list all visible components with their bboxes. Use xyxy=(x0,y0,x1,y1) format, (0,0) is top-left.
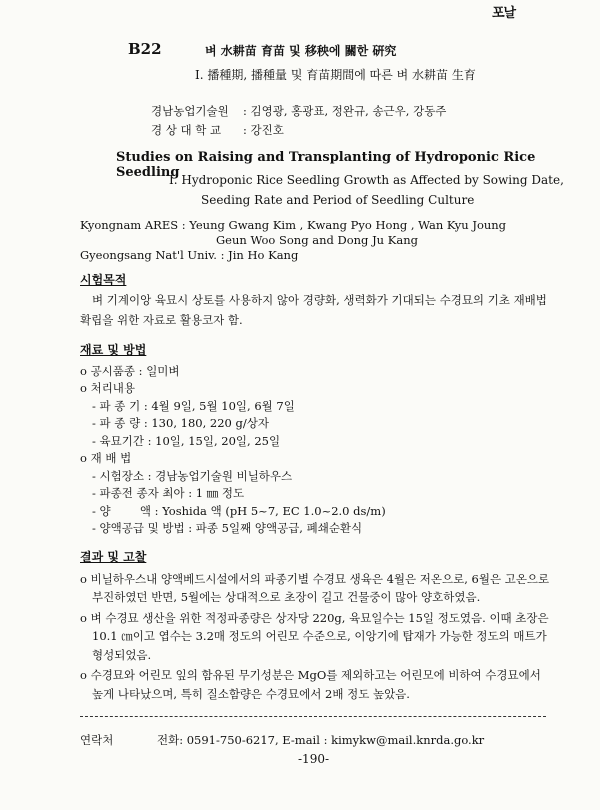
authors-english-line3: Gyeongsang Nat'l Univ. : Jin Ho Kang xyxy=(80,248,299,262)
contact-label: 연락처 xyxy=(80,733,114,747)
results-item: o 벼 수경묘 생산을 위한 적정파종량은 상자당 220g, 육묘일수는 15일 정도였음. 이때 초장은 10.1 ㎝이고 엽수는 3.2매 정도의 어린모 수준으로, 이앙기에 탑재가 가능한 정도의 매트가 형성되었음. xyxy=(80,610,549,662)
subtitle-korean: Ⅰ. 播種期, 播種量 및 育苗期間에 따른 벼 水耕苗 生育 xyxy=(195,68,476,82)
page-number: -190- xyxy=(298,752,330,766)
authors-english xyxy=(80,218,506,263)
paper-code: B22 xyxy=(128,40,162,58)
author-names: : 강진호 xyxy=(243,123,284,137)
contact-line xyxy=(80,732,484,748)
contact-text: 전화: 0591-750-6217, E-mail : kimykw@mail.knrda.go.kr xyxy=(156,733,485,747)
methods-cultivation: o 재 배 법 xyxy=(80,451,132,465)
methods-supply: - 양액공급 및 방법 : 파종 5일째 양액공급, 폐쇄순환식 xyxy=(92,521,363,535)
results-section xyxy=(80,548,552,705)
methods-variety: o 공시품종 : 일미벼 xyxy=(80,363,180,378)
author-org: 경남농업기술원 xyxy=(151,104,229,118)
objective-heading: 시험목적 xyxy=(80,273,127,287)
objective-section xyxy=(80,270,552,330)
methods-bed: - 파종전 종자 최아 : 1 ㎜ 정도 xyxy=(92,486,245,500)
objective-text: 벼 기계이앙 육묘시 상토를 사용하지 않아 경량화, 생력화가 기대되는 수경묘의 기초 재배법 확립을 위한 자료로 활용코자 함. xyxy=(80,293,547,327)
corner-stamp: 포날 xyxy=(492,6,516,21)
methods-sowing-date: - 파 종 기 : 4월 9일, 5월 10일, 6월 7일 xyxy=(92,398,295,413)
methods-period: - 육묘기간 : 10일, 15일, 20일, 25일 xyxy=(92,433,281,448)
subtitle-english-line1: Ⅰ. Hydroponic Rice Seedling Growth as Affected by Sowing Date, xyxy=(169,173,564,187)
divider xyxy=(80,716,546,717)
methods-solution: - 양 액 : Yoshida 액 (pH 5~7, EC 1.0~2.0 ds/m) xyxy=(92,503,386,518)
title-english: Studies on Raising and Transplanting of Hydroponic Rice Seedling xyxy=(116,150,536,180)
results-heading: 결과 및 고찰 xyxy=(80,550,147,564)
results-item: o 수경묘와 어린모 잎의 함유된 무기성분은 MgO를 제외하고는 어린모에 비하여 수경묘에서 높게 나타났으며, 특히 질소함량은 수경묘에서 2배 정도 높았음. xyxy=(80,668,541,701)
author-row xyxy=(151,121,446,140)
title-korean: 벼 水耕苗 育苗 및 移秧에 關한 硏究 xyxy=(205,44,397,58)
methods-seeding-rate: - 파 종 량 : 130, 180, 220 g/상자 xyxy=(92,416,269,430)
author-names: : 김영광, 홍광표, 정완규, 송근우, 강동주 xyxy=(243,104,447,118)
methods-section xyxy=(80,342,552,538)
author-row xyxy=(151,102,446,121)
authors-english-line2: Geun Woo Song and Dong Ju Kang xyxy=(216,233,418,247)
author-org: 경 상 대 학 교 xyxy=(151,123,222,137)
subtitle-english xyxy=(169,170,564,210)
methods-location: - 시험장소 : 경남농업기술원 비닐하우스 xyxy=(92,468,293,483)
subtitle-english-line2: Seeding Rate and Period of Seedling Culture xyxy=(201,193,475,207)
methods-heading: 재료 및 방법 xyxy=(80,343,147,357)
results-item: o 비닐하우스내 양액베드시설에서의 파종기별 수경묘 생육은 4월은 저온으로, 6월은 고온으로 부진하였던 반면, 5월에는 상대적으로 초장이 길고 건물중이 많아 양호하였음. xyxy=(80,571,550,604)
methods-treatment: o 처리내용 xyxy=(80,381,136,395)
authors-korean xyxy=(151,102,446,140)
authors-english-line1: Kyongnam ARES : Yeung Gwang Kim , Kwang Pyo Hong , Wan Kyu Joung xyxy=(80,218,507,232)
